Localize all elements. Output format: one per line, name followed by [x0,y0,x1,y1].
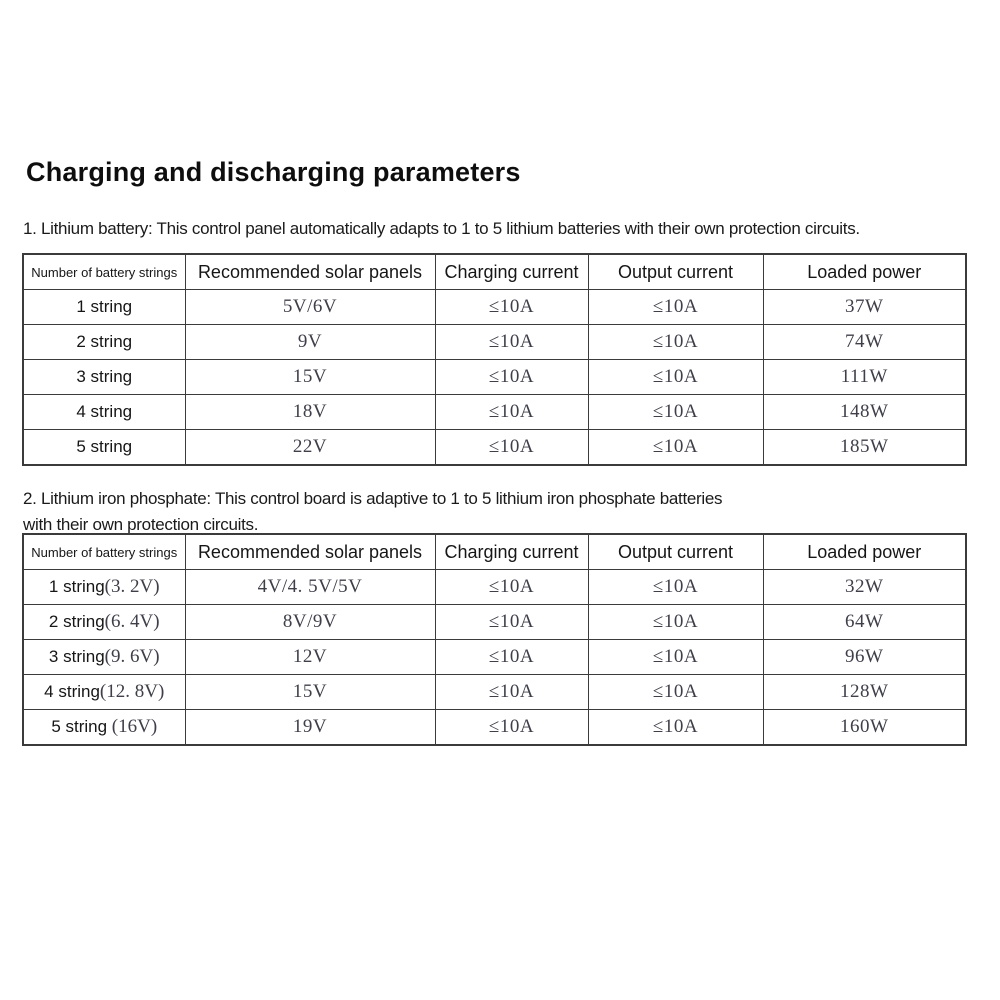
table-header-row [23,534,966,570]
header-number-of-battery-strings: Number of battery strings [23,254,185,290]
header-number-of-battery-strings: Number of battery strings [23,534,185,570]
strings-voltage: (16V) [111,716,158,737]
loaded-power-cell: 111W [763,360,966,395]
panels-cell: 15V [185,675,435,710]
section-2-intro-line-2: with their own protection circuits. [23,514,259,534]
loaded-power-cell: 37W [763,290,966,325]
table-row [23,360,966,395]
header-recommended-solar-panels: Recommended solar panels [185,534,435,570]
table-row [23,605,966,640]
header-charging-current: Charging current [435,254,588,290]
lithium-battery-table [22,253,967,466]
header-output-current: Output current [588,534,763,570]
table-row [23,710,966,746]
panels-cell: 9V [185,325,435,360]
output-current-cell: ≤10A [588,395,763,430]
strings-cell [23,570,185,605]
panels-cell: 12V [185,640,435,675]
page-title: Charging and discharging parameters [26,157,521,187]
strings-voltage: (12. 8V) [99,681,165,702]
strings-cell: 4 string [23,395,185,430]
table-row [23,325,966,360]
output-current-cell: ≤10A [588,710,763,746]
loaded-power-cell: 64W [763,605,966,640]
loaded-power-cell: 128W [763,675,966,710]
charging-current-cell: ≤10A [435,605,588,640]
strings-voltage: (9. 6V) [104,646,160,667]
strings-cell: 3 string [23,360,185,395]
header-output-current: Output current [588,254,763,290]
header-loaded-power: Loaded power [763,534,966,570]
strings-voltage: (3. 2V) [104,576,160,597]
table-header-row [23,254,966,290]
output-current-cell: ≤10A [588,430,763,466]
lithium-iron-phosphate-table [22,533,967,746]
output-current-cell: ≤10A [588,570,763,605]
strings-cell [23,675,185,710]
panels-cell: 5V/6V [185,290,435,325]
panels-cell: 15V [185,360,435,395]
header-charging-current: Charging current [435,534,588,570]
section-1-intro: 1. Lithium battery: This control panel automatically adapts to 1 to 5 lithium batteries with their own protection circuits. [23,219,860,238]
section-2-intro-line-1: 2. Lithium iron phosphate: This control board is adaptive to 1 to 5 lithium iron phosphate batteries [23,489,723,508]
strings-label: 2 string [48,612,105,631]
charging-current-cell: ≤10A [435,640,588,675]
charging-current-cell: ≤10A [435,570,588,605]
charging-current-cell: ≤10A [435,290,588,325]
strings-label: 3 string [48,647,105,666]
output-current-cell: ≤10A [588,675,763,710]
strings-voltage: (6. 4V) [104,611,160,632]
charging-current-cell: ≤10A [435,430,588,466]
header-recommended-solar-panels: Recommended solar panels [185,254,435,290]
loaded-power-cell: 32W [763,570,966,605]
charging-current-cell: ≤10A [435,395,588,430]
loaded-power-cell: 148W [763,395,966,430]
table-row [23,675,966,710]
strings-label: 5 string [51,717,112,736]
charging-current-cell: ≤10A [435,710,588,746]
loaded-power-cell: 160W [763,710,966,746]
table-row [23,395,966,430]
panels-cell: 18V [185,395,435,430]
strings-cell [23,710,185,746]
strings-cell: 5 string [23,430,185,466]
output-current-cell: ≤10A [588,325,763,360]
panels-cell: 4V/4. 5V/5V [185,570,435,605]
table-row [23,430,966,466]
loaded-power-cell: 74W [763,325,966,360]
output-current-cell: ≤10A [588,640,763,675]
loaded-power-cell: 185W [763,430,966,466]
table-row [23,640,966,675]
output-current-cell: ≤10A [588,360,763,395]
charging-current-cell: ≤10A [435,360,588,395]
charging-current-cell: ≤10A [435,325,588,360]
panels-cell: 8V/9V [185,605,435,640]
section-2-intro [23,486,873,537]
strings-cell: 1 string [23,290,185,325]
strings-label: 4 string [44,682,100,701]
output-current-cell: ≤10A [588,290,763,325]
strings-cell [23,605,185,640]
strings-cell: 2 string [23,325,185,360]
panels-cell: 22V [185,430,435,466]
loaded-power-cell: 96W [763,640,966,675]
header-loaded-power: Loaded power [763,254,966,290]
panels-cell: 19V [185,710,435,746]
strings-cell [23,640,185,675]
table-row [23,570,966,605]
charging-current-cell: ≤10A [435,675,588,710]
strings-label: 1 string [48,577,105,596]
table-row [23,290,966,325]
output-current-cell: ≤10A [588,605,763,640]
